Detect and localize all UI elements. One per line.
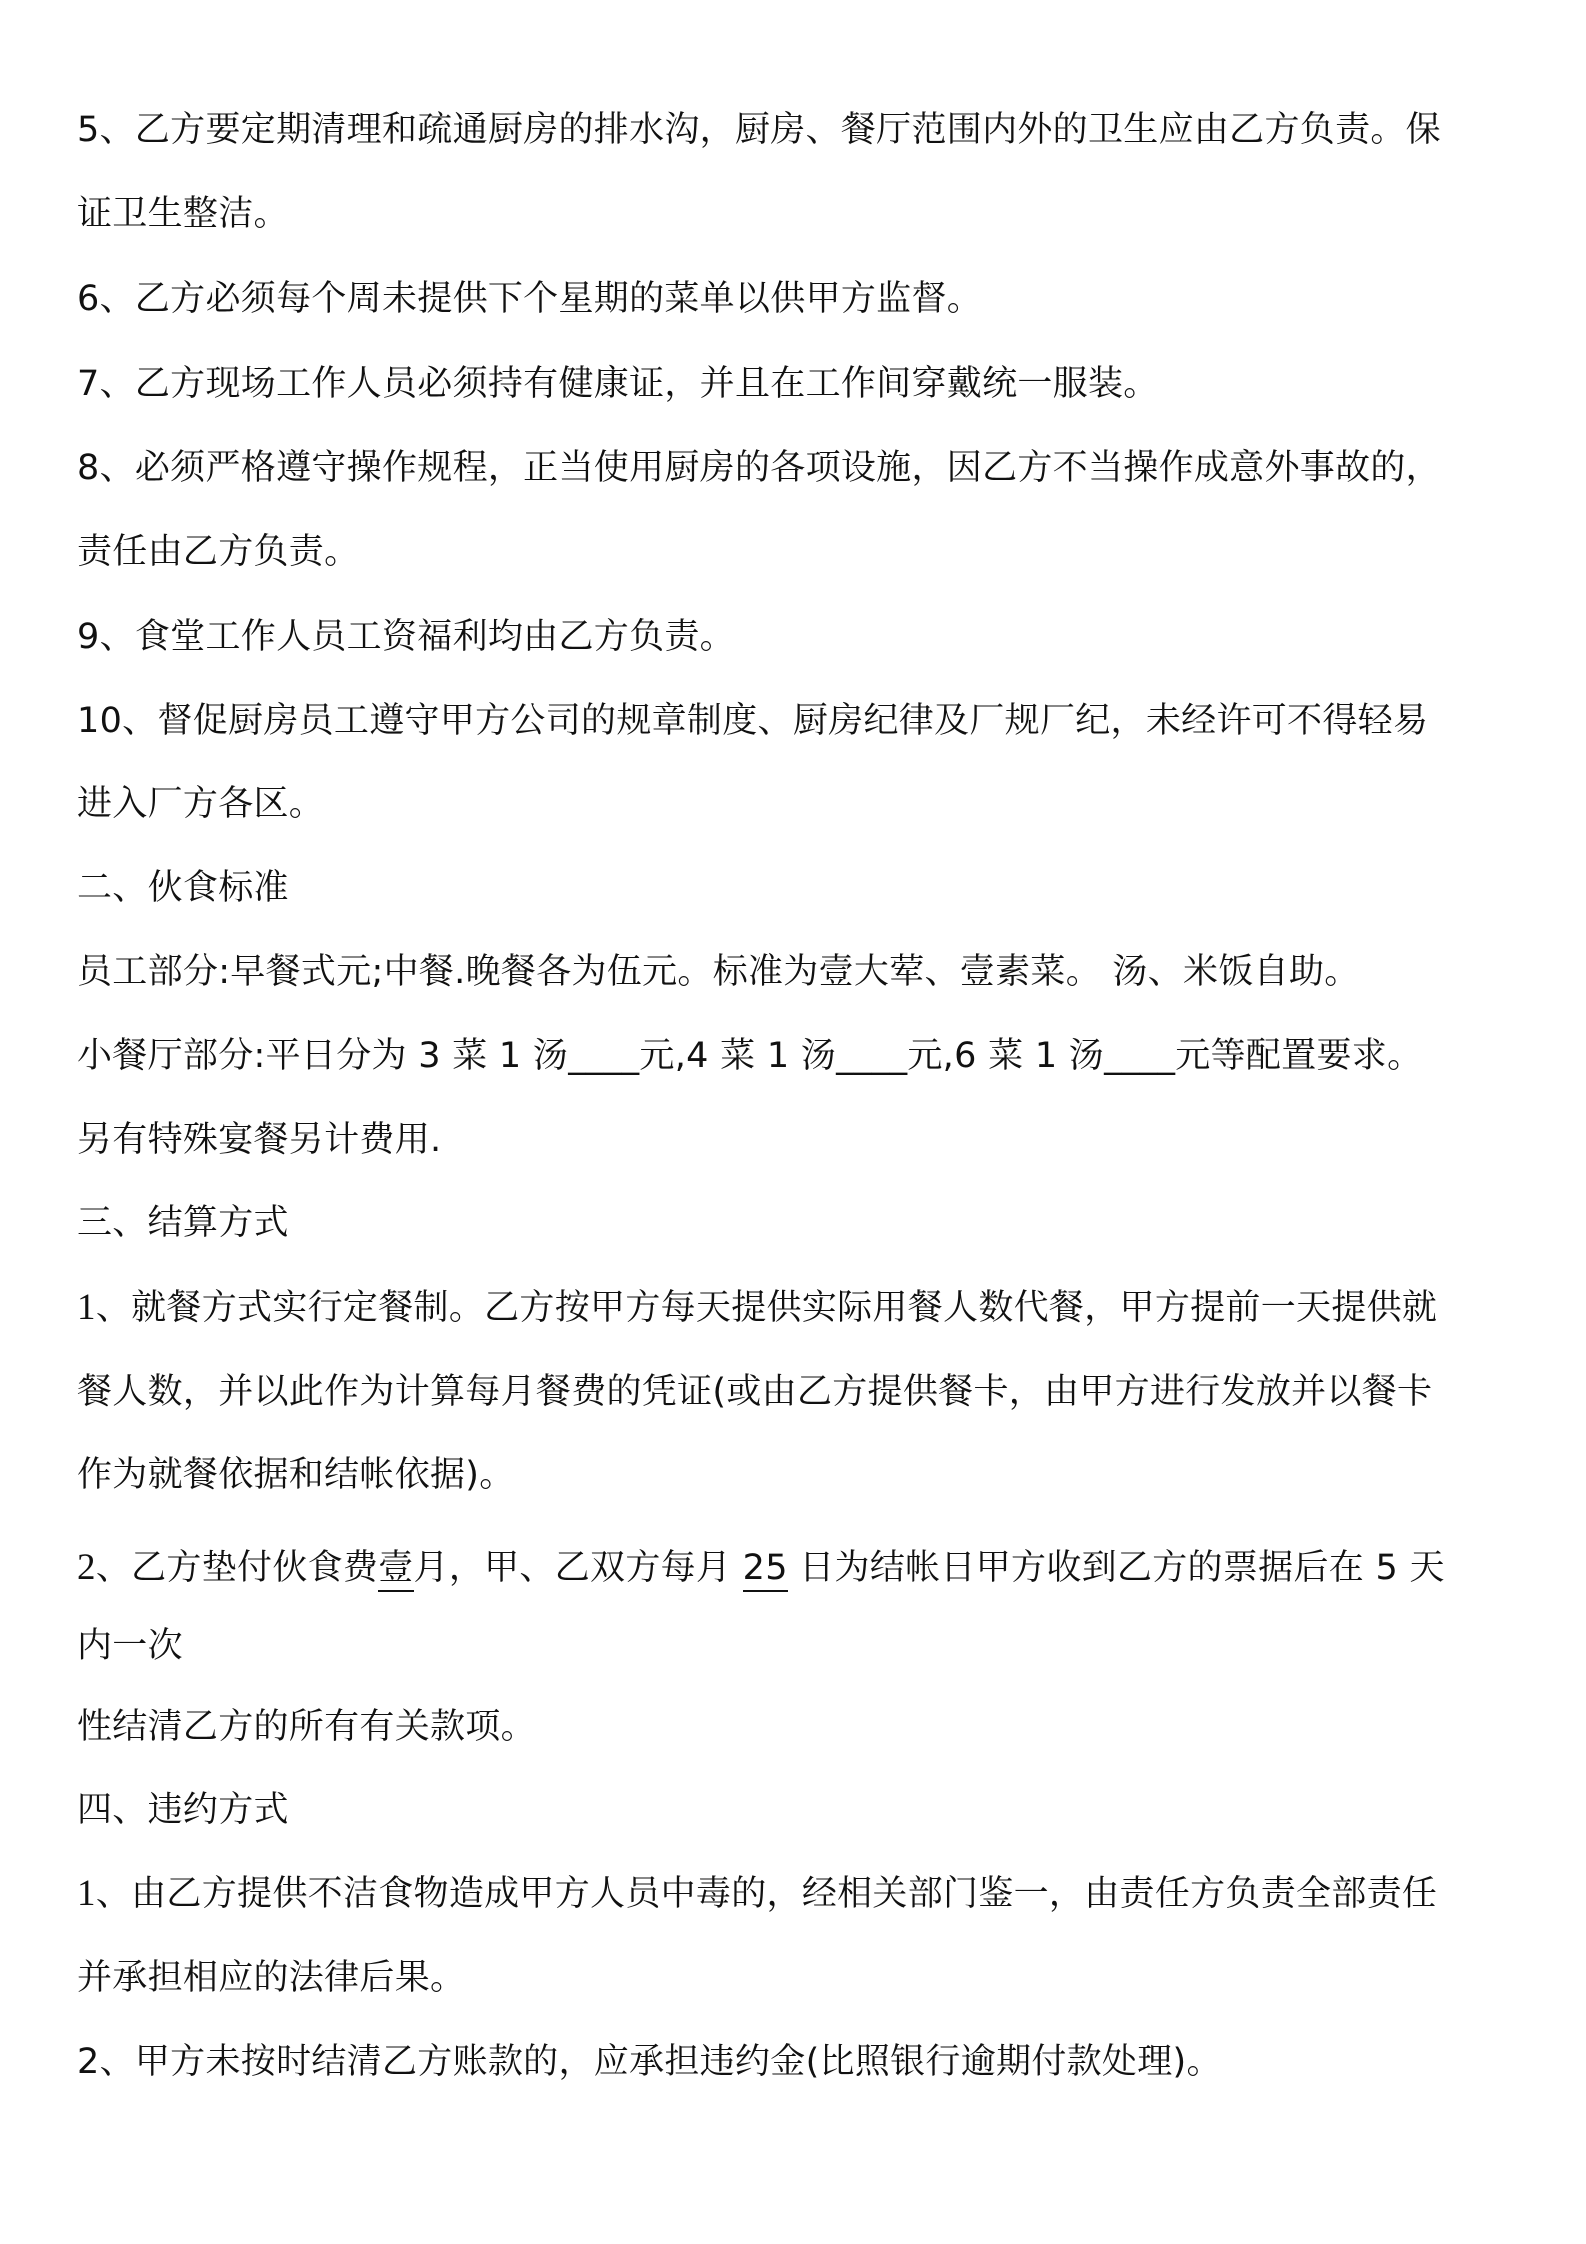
settlement-item-1-line-3: 作为就餐依据和结帐依据)。 [77, 1455, 515, 1495]
staff-meal-standard: 员工部分:早餐式元;中餐.晚餐各为伍元。标准为壹大荤、壹素菜。 汤、米饭自助。 [77, 952, 1360, 992]
section-heading-meal-standard: 二、伙食标准 [77, 868, 289, 908]
breach-item-1-number: 1 [77, 1873, 96, 1914]
settlement-item-1-line-1 [77, 1284, 1517, 1332]
settlement-item-2-line-1 [77, 1544, 1517, 1592]
breach-item-1-line-1 [77, 1870, 1517, 1918]
clause-10-line-2: 进入厂方各区。 [77, 784, 325, 824]
settlement-item-1-text: 、就餐方式实行定餐制。乙方按甲方每天提供实际用餐人数代餐，甲方提前一天提供就 [95, 1288, 1438, 1328]
breach-item-1-text: 、由乙方提供不洁食物造成甲方人员中毒的，经相关部门鉴一，由责任方负责全部责任 [95, 1874, 1438, 1914]
settlement-item-1-line-2: 餐人数，并以此作为计算每月餐费的凭证(或由乙方提供餐卡，由甲方进行发放并以餐卡 [77, 1372, 1433, 1412]
clause-8-line-1: 8、必须严格遵守操作规程，正当使用厨房的各项设施，因乙方不当操作成意外事故的， [77, 448, 1441, 488]
settlement-item-2-text-a: 、乙方垫付伙食费 [95, 1548, 379, 1588]
advance-months-value: 壹 [378, 1546, 413, 1592]
clause-5-line-2: 证卫生整洁。 [77, 194, 289, 234]
settlement-item-2-line-2: 内一次 [77, 1626, 183, 1666]
clause-9: 9、食堂工作人员工资福利均由乙方负责。 [77, 617, 735, 657]
settlement-item-2-text-c: 日为结帐日甲方收到乙方的票据后在 5 天 [787, 1548, 1445, 1588]
breach-item-2: 2、甲方未按时结清乙方账款的，应承担违约金(比照银行逾期付款处理)。 [77, 2042, 1222, 2082]
breach-item-1-line-2: 并承担相应的法律后果。 [77, 1958, 466, 1998]
clause-5-line-1: 5、乙方要定期清理和疏通厨房的排水沟，厨房、餐厅范围内外的卫生应由乙方负责。保 [77, 110, 1441, 150]
clause-10-line-1: 10、督促厨房员工遵守甲方公司的规章制度、厨房纪律及厂规厂纪，未经许可不得轻易 [77, 701, 1429, 741]
settlement-item-2-number: 2 [77, 1547, 96, 1588]
settlement-item-2-line-3: 性结清乙方的所有有关款项。 [77, 1707, 536, 1747]
clause-8-line-2: 责任由乙方负责。 [77, 532, 360, 572]
section-heading-settlement: 三、结算方式 [77, 1203, 289, 1243]
small-dining-room-standard: 小餐厅部分:平日分为 3 菜 1 汤____元,4 菜 1 汤____元,6 菜 1 汤____元等配置要求。 [77, 1036, 1423, 1076]
clause-7: 7、乙方现场工作人员必须持有健康证，并且在工作间穿戴统一服装。 [77, 364, 1159, 404]
settlement-item-2-text-b: 月，甲、乙双方每月 [413, 1548, 743, 1588]
settlement-day-value: 25 [743, 1546, 788, 1592]
settlement-item-1-number: 1 [77, 1287, 96, 1328]
special-banquet-note: 另有特殊宴餐另计费用. [77, 1120, 442, 1160]
section-heading-breach: 四、违约方式 [77, 1790, 289, 1830]
clause-6: 6、乙方必须每个周未提供下个星期的菜单以供甲方监督。 [77, 279, 983, 319]
